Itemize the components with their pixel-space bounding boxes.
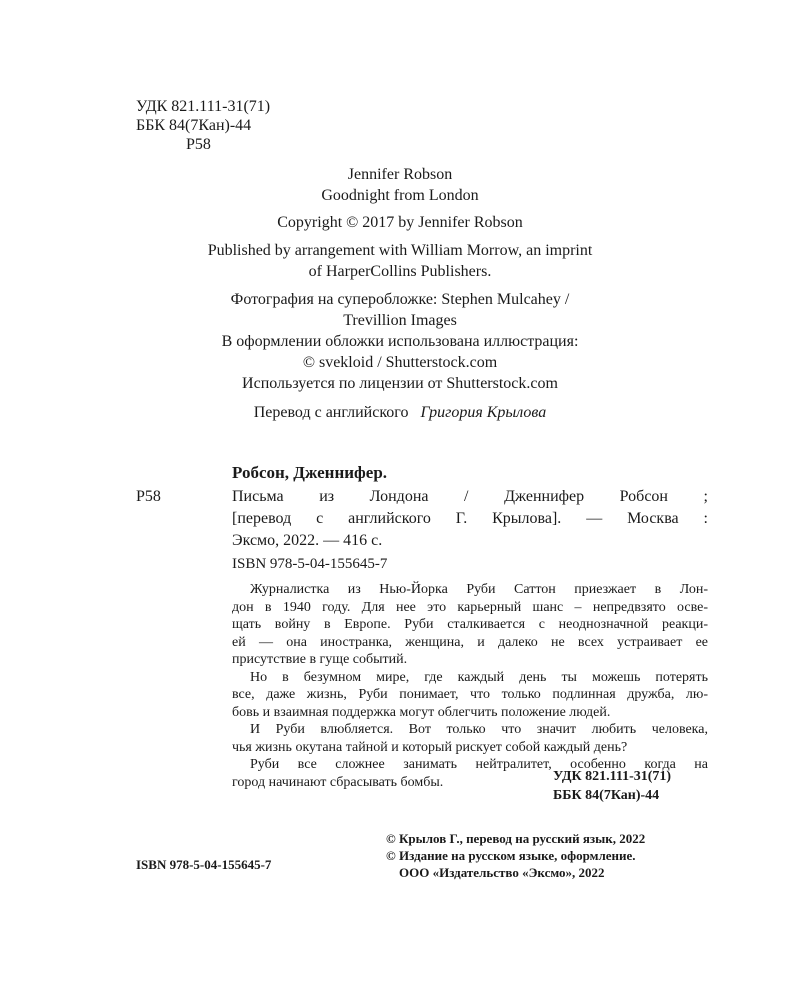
author-mark: Р58 bbox=[186, 136, 211, 153]
annotation bbox=[232, 581, 708, 791]
annotation-line: чья жизнь окутана тайной и который рискует собой каждый день? bbox=[232, 739, 628, 755]
annotation-line: щать войну в Европе. Руби сталкивается с неоднозначной реакци- bbox=[232, 617, 708, 632]
illustration-credit-line-3: Используется по лицензии от Shutterstock.com bbox=[242, 375, 558, 392]
imprint-isbn: ISBN 978-5-04-155645-7 bbox=[136, 857, 272, 872]
annotation-line: ей — она иностранка, женщина, и далеко не всех устраивает ее bbox=[232, 634, 708, 650]
catalog-description bbox=[232, 486, 708, 552]
annotation-line: Но в безумном мире, где каждый день ты можешь потерять bbox=[250, 669, 708, 685]
copyright-text: Copyright © 2017 by Jennifer Robson bbox=[277, 214, 523, 231]
annotation-line: бовь и взаимная поддержка могут облегчить положение людей. bbox=[232, 704, 611, 720]
catalog-desc-line-3: Эксмо, 2022. — 416 с. bbox=[232, 532, 383, 549]
original-title: Goodnight from London bbox=[321, 187, 479, 204]
catalog-isbn: ISBN 978-5-04-155645-7 bbox=[232, 556, 388, 572]
translation-credit bbox=[120, 402, 680, 423]
catalog-desc-line-2: [перевод с английского Г. Крылова]. — Москва : bbox=[232, 510, 708, 527]
published-line-2: of HarperCollins Publishers. bbox=[308, 263, 492, 280]
bbk-code: ББК 84(7Кан)-44 bbox=[136, 117, 252, 134]
illustration-credit-line-2: © svekloid / Shutterstock.com bbox=[302, 354, 498, 371]
udk-code: УДК 821.111-31(71) bbox=[136, 98, 271, 115]
illustration-credit-block bbox=[120, 331, 680, 394]
annotation-line: присутствие в гуще событий. bbox=[232, 652, 408, 667]
footer-udk-code: УДК 821.111-31(71) bbox=[553, 769, 672, 784]
imprint-line-2: © Издание на русском языке, оформление. bbox=[386, 848, 636, 863]
annotation-line: дон в 1940 году. Для нее это карьерный шанс – непредвзято осве- bbox=[232, 599, 708, 615]
annotation-line: все, даже жизнь, Руби понимает, что только подлинная дружба, лю- bbox=[232, 687, 708, 702]
annotation-line: Журналистка из Нью-Йорка Руби Саттон приезжает в Лон- bbox=[250, 582, 708, 597]
catalog-heading: Робсон, Дженнифер. bbox=[232, 463, 388, 482]
imprint-line-3: ООО «Издательство «Эксмо», 2022 bbox=[399, 865, 605, 880]
annotation-line: город начинают сбрасывать бомбы. bbox=[232, 774, 444, 790]
photo-credit-block bbox=[120, 289, 680, 331]
catalog-desc-line-1: Письма из Лондона / Дженнифер Робсон ; bbox=[232, 488, 708, 505]
illustration-credit-line-1: В оформлении обложки использована иллюстрация: bbox=[221, 333, 579, 350]
catalog-mark: Р58 bbox=[136, 488, 161, 505]
copyright-line bbox=[120, 212, 680, 233]
annotation-line: Руби все сложнее занимать нейтралитет, особенно когда на bbox=[250, 757, 708, 772]
original-author: Jennifer Robson bbox=[347, 166, 453, 183]
translator-name: Григория Крылова bbox=[420, 404, 547, 421]
published-line-1: Published by arrangement with William Morrow, an imprint bbox=[207, 242, 593, 259]
photo-credit-line-2: Trevillion Images bbox=[343, 312, 457, 329]
imprint-line-1: © Крылов Г., перевод на русский язык, 2022 bbox=[386, 831, 646, 846]
photo-credit-line-1: Фотография на суперобложке: Stephen Mulcahey / bbox=[230, 291, 570, 308]
translation-label: Перевод с английского bbox=[253, 404, 409, 421]
original-edition-block bbox=[120, 164, 680, 206]
published-block bbox=[120, 240, 680, 282]
annotation-line: И Руби влюбляется. Вот только что значит любить человека, bbox=[250, 722, 708, 737]
footer-bbk-code: ББК 84(7Кан)-44 bbox=[553, 788, 660, 803]
